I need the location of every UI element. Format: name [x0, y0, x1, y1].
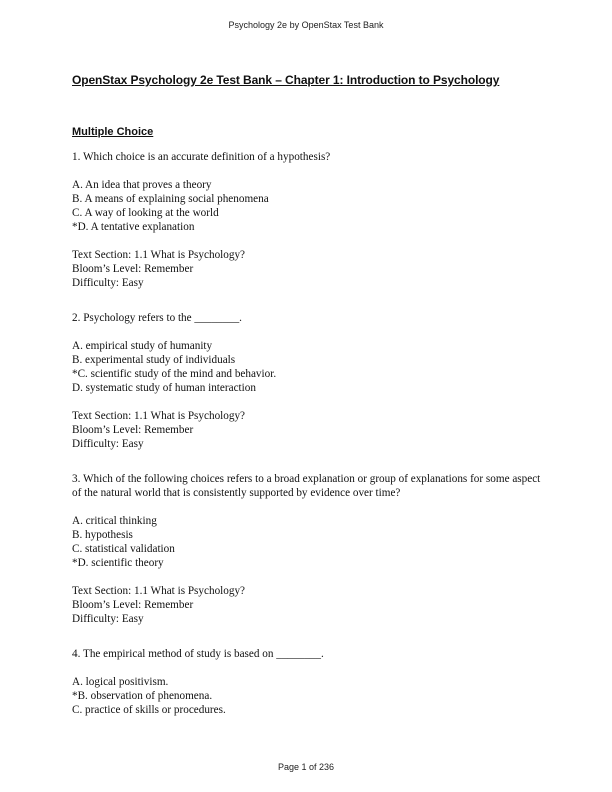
answer-option: A. critical thinking: [72, 515, 157, 527]
blooms-level: Bloom’s Level: Remember: [72, 263, 194, 275]
question-stem: 1. Which choice is an accurate definition of a hypothesis?: [72, 151, 331, 163]
answer-option: A. logical positivism.: [72, 676, 169, 688]
question-4: [72, 647, 542, 717]
answer-options: [72, 675, 542, 717]
answer-options: [72, 178, 542, 234]
question-1: [72, 150, 542, 290]
question-3: [72, 472, 542, 626]
text-section: Text Section: 1.1 What is Psychology?: [72, 585, 246, 597]
answer-option-correct: *C. scientific study of the mind and behavior.: [72, 368, 277, 380]
running-header: Psychology 2e by OpenStax Test Bank: [228, 20, 384, 30]
answer-option: B. hypothesis: [72, 529, 133, 541]
answer-options: [72, 339, 542, 395]
question-2: [72, 311, 542, 451]
question-stem: 2. Psychology refers to the ________.: [72, 312, 242, 324]
answer-options: [72, 514, 542, 570]
question-metadata: [72, 248, 542, 290]
section-heading: Multiple Choice: [72, 126, 154, 138]
answer-option: D. systematic study of human interaction: [72, 382, 256, 394]
blooms-level: Bloom’s Level: Remember: [72, 599, 194, 611]
answer-option: C. A way of looking at the world: [72, 207, 219, 219]
answer-option-correct: *B. observation of phenomena.: [72, 690, 213, 702]
question-stem: 3. Which of the following choices refers to a broad explanation or group of explanations for some aspect of the natural world that is consistently supported by evidence over time?: [72, 473, 541, 499]
question-stem: 4. The empirical method of study is based on ________.: [72, 648, 324, 660]
difficulty: Difficulty: Easy: [72, 277, 144, 289]
page-number: Page 1 of 236: [277, 762, 335, 772]
question-metadata: [72, 584, 542, 626]
question-list: [72, 150, 542, 738]
answer-option: A. empirical study of humanity: [72, 340, 213, 352]
text-section: Text Section: 1.1 What is Psychology?: [72, 249, 246, 261]
answer-option: A. An idea that proves a theory: [72, 179, 212, 191]
answer-option: C. statistical validation: [72, 543, 175, 555]
difficulty: Difficulty: Easy: [72, 438, 144, 450]
answer-option-correct: *D. A tentative explanation: [72, 221, 195, 233]
document-title: OpenStax Psychology 2e Test Bank – Chapter 1: Introduction to Psychology: [72, 73, 500, 87]
difficulty: Difficulty: Easy: [72, 613, 144, 625]
answer-option: C. practice of skills or procedures.: [72, 704, 226, 716]
answer-option: B. A means of explaining social phenomena: [72, 193, 269, 205]
blooms-level: Bloom’s Level: Remember: [72, 424, 194, 436]
question-metadata: [72, 409, 542, 451]
answer-option: B. experimental study of individuals: [72, 354, 236, 366]
answer-option-correct: *D. scientific theory: [72, 557, 164, 569]
text-section: Text Section: 1.1 What is Psychology?: [72, 410, 246, 422]
